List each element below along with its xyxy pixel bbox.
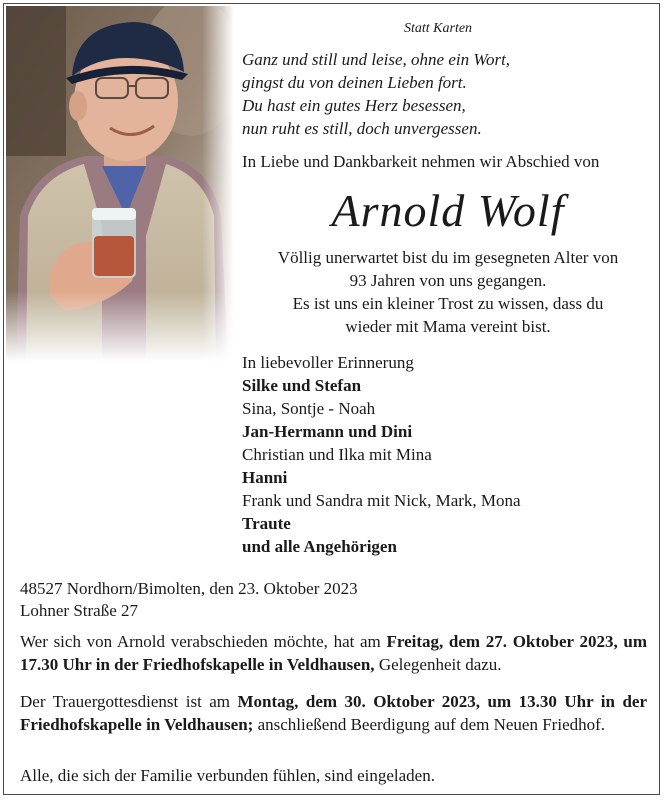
farewell-time-place: Freitag, dem 27. Oktober 2023, um 17.30 Uhr in der Friedhofskapelle in Veldhausen,: [20, 632, 647, 674]
farewell-post: Gelegenheit dazu.: [374, 655, 502, 674]
funeral-post: anschließend Beerdigung auf dem Neuen Friedhof.: [253, 715, 606, 734]
poem-line: nun ruht es still, doch unvergessen.: [242, 119, 482, 138]
funeral-time-place: Montag, dem 30. Oktober 2023, um 13.30 Uhr in der Friedhofskapelle in Veldhausen;: [20, 692, 647, 734]
obituary-card: [3, 3, 660, 795]
family-entry: Christian und Ilka mit Mina: [242, 445, 432, 464]
funeral-pre: Der Trauergottesdienst ist am: [20, 692, 238, 711]
address-block: [20, 578, 358, 622]
family-list: [242, 351, 521, 558]
invitation-text: Alle, die sich der Familie verbunden fühlen, sind eingeladen.: [20, 766, 435, 785]
death-notice: [242, 246, 654, 338]
family-entry: Silke und Stefan: [242, 376, 362, 395]
funeral-paragraph: [20, 690, 647, 736]
statt-karten-label: Statt Karten: [404, 21, 473, 36]
family-entry: Traute: [242, 514, 291, 533]
family-entry: Hanni: [242, 468, 288, 487]
intro-text: In Liebe und Dankbarkeit nehmen wir Abschied von: [242, 152, 600, 171]
poem-line: Du hast ein gutes Herz besessen,: [242, 96, 466, 115]
notice-line: wieder mit Mama vereint bist.: [345, 317, 551, 336]
poem-line: gingst du von deinen Lieben fort.: [242, 73, 467, 92]
place-date: 48527 Nordhorn/Bimolten, den 23. Oktober 2023: [20, 579, 358, 598]
portrait-illustration: [6, 6, 234, 362]
farewell-paragraph: [20, 630, 647, 676]
street: Lohner Straße 27: [20, 601, 139, 620]
family-entry: und alle Angehörigen: [242, 537, 397, 556]
notice-line: 93 Jahren von uns gegangen.: [349, 271, 547, 290]
family-heading: In liebevoller Erinnerung: [242, 353, 414, 372]
poem: [242, 48, 510, 140]
poem-line: Ganz und still und leise, ohne ein Wort,: [242, 50, 511, 69]
portrait-photo: [6, 6, 234, 362]
farewell-pre: Wer sich von Arnold verabschieden möchte, hat am: [20, 632, 387, 651]
family-entry: Jan-Hermann und Dini: [242, 422, 413, 441]
family-entry: Frank und Sandra mit Nick, Mark, Mona: [242, 491, 521, 510]
family-entry: Sina, Sontje - Noah: [242, 399, 376, 418]
notice-line: Völlig unerwartet bist du im gesegneten Alter von: [277, 248, 619, 267]
deceased-name: Arnold Wolf: [331, 185, 565, 236]
notice-line: Es ist uns ein kleiner Trost zu wissen, dass du: [292, 294, 604, 313]
